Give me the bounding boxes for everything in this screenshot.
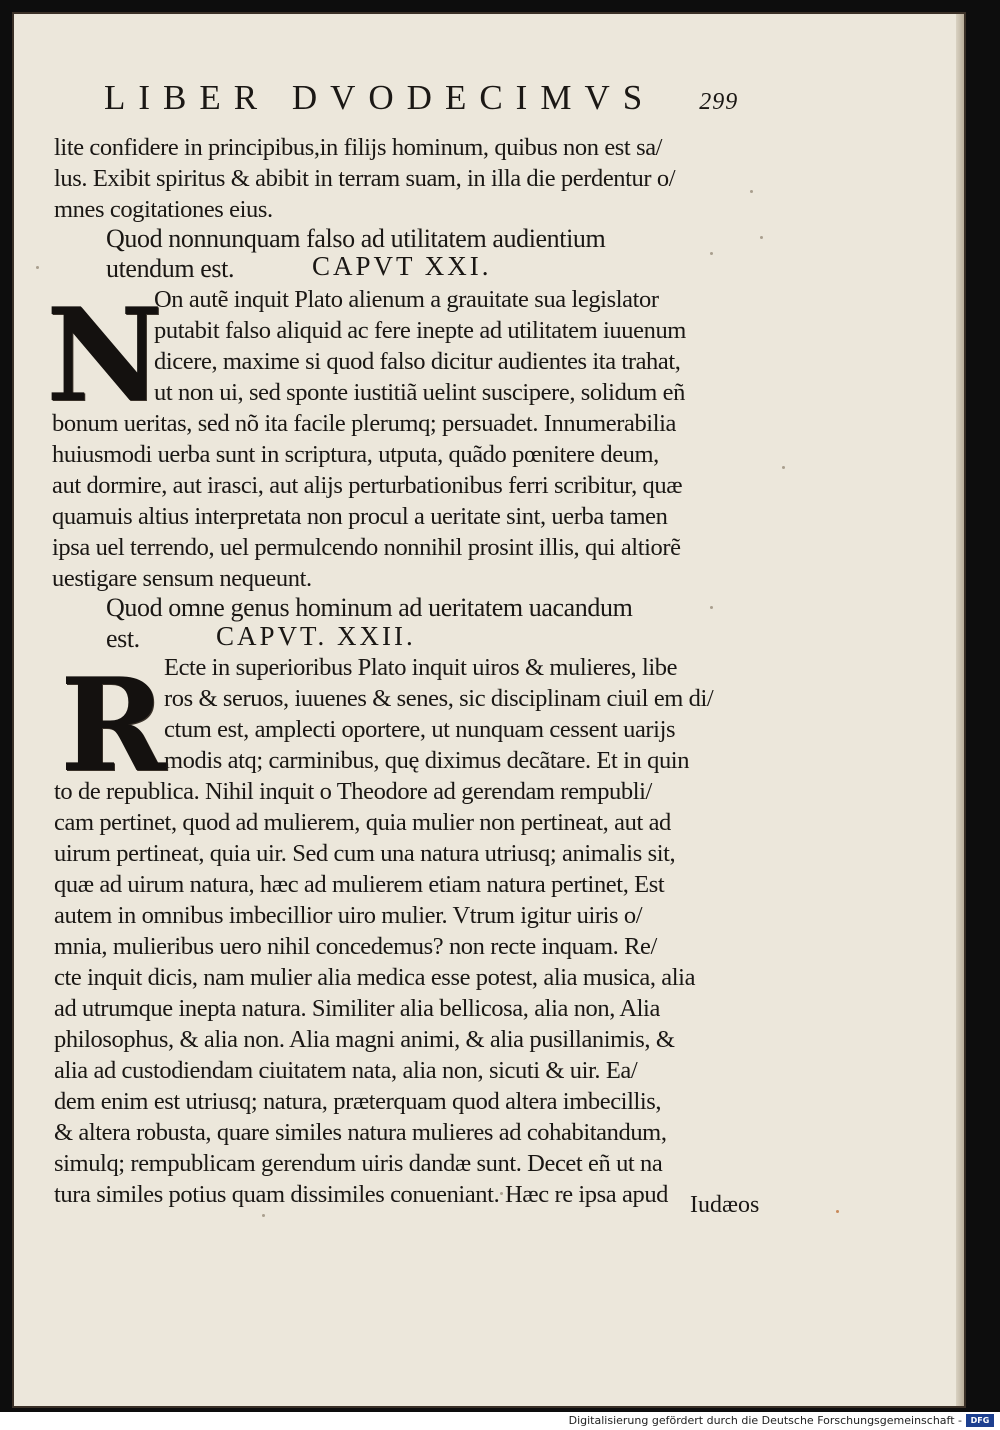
chapter-title: Quod omne genus hominum ad ueritatem uacandum: [106, 593, 633, 622]
book-page: [14, 14, 964, 1406]
text-line: aut dormire, aut irasci, aut alijs perturbationibus ferri scribitur, quæ: [52, 472, 683, 499]
decorated-initial-n: N: [46, 281, 163, 431]
text-line: putabit falso aliquid ac fere inepte ad utilitatem iuuenum: [154, 317, 686, 344]
text-line: Ecte in superioribus Plato inquit uiros & mulieres, libe: [164, 654, 678, 681]
text-line: mnia, mulieribus uero nihil concedemus? non recte inquam. Re/: [54, 933, 657, 960]
text-line: philosophus, & alia non. Alia magni animi, & alia pusillanimis, &: [54, 1026, 675, 1053]
text-line: ctum est, amplecti oportere, ut nunquam cessent uarijs: [164, 716, 676, 743]
text-line: to de republica. Nihil inquit o Theodore ad gerendam rempubli/: [54, 778, 652, 805]
text-line: dicere, maxime si quod falso dicitur audientes ita trahat,: [154, 348, 681, 375]
running-head: [104, 78, 904, 122]
text-line: uirum pertineat, quia uir. Sed cum una natura utriusq; animalis sit,: [54, 840, 676, 867]
text-line: mnes cogitationes eius.: [54, 196, 273, 223]
dfg-logo-icon: DFG: [966, 1414, 994, 1427]
text-line: alia ad custodiendam ciuitatem nata, alia non, sicuti & uir. Ea/: [54, 1057, 638, 1084]
text-line: ad utrumque inepta natura. Similiter alia bellicosa, alia non, Alia: [54, 995, 660, 1022]
text-line: & altera robusta, quare similes natura mulieres ad cohabitandum,: [54, 1119, 667, 1146]
text-line: ut non ui, sed sponte iustitiã uelint suscipere, solidum eñ: [154, 379, 685, 406]
text-line: ros & seruos, iuuenes & senes, sic disciplinam ciuil em di/: [164, 685, 714, 712]
text-line: bonum ueritas, sed nõ ita facile plerumq; persuadet. Innumerabilia: [52, 410, 676, 437]
text-line: ipsa uel terrendo, uel permulcendo nonnihil prosint illis, qui altiorẽ: [52, 534, 681, 561]
text-line: modis atq; carminibus, quę diximus decãtare. Et in quin: [164, 747, 690, 774]
text-line: cam pertinet, quod ad mulierem, quia mulier non pertineat, aut ad: [54, 809, 671, 836]
text-line: tura similes potius quam dissimiles conueniant. Hæc re ipsa apud: [54, 1181, 669, 1208]
text-line: quæ ad uirum natura, hæc ad mulierem etiam natura pertinet, Est: [54, 871, 665, 898]
text-line: cte inquit dicis, nam mulier alia medica esse potest, alia musica, alia: [54, 964, 696, 991]
text-line: uestigare sensum nequeunt.: [52, 565, 312, 592]
text-block: [14, 14, 964, 1406]
digitization-footer: [0, 1412, 1000, 1430]
running-title: LIBER DVODECIMVS: [104, 78, 656, 117]
chapter-number: CAPVT XXI.: [312, 251, 492, 281]
text-line: lite confidere in principibus,in filijs hominum, quibus non est sa/: [54, 134, 663, 161]
text-line: autem in omnibus imbecillior uiro mulier. Vtrum igitur uiris o/: [54, 902, 643, 929]
text-line: quamuis altius interpretata non procul a ueritate sint, uerba tamen: [52, 503, 668, 530]
text-line: simulq; rempublicam gerendum uiris dandæ sunt. Decet eñ ut na: [54, 1150, 663, 1177]
footer-credit: Digitalisierung gefördert durch die Deutsche Forschungsgemeinschaft -: [568, 1414, 962, 1427]
text-line: lus. Exibit spiritus & abibit in terram suam, in illa die perdentur o/: [54, 165, 676, 192]
text-line: dem enim est utriusq; natura, præterquam quod altera imbecillis,: [54, 1088, 662, 1115]
chapter-title: Quod nonnunquam falso ad utilitatem audientium: [106, 224, 606, 253]
text-line: On autẽ inquit Plato alienum a grauitate sua legislator: [154, 286, 659, 313]
decorated-initial-r: R: [60, 651, 167, 801]
chapter-number: CAPVT. XXII.: [216, 621, 416, 651]
chapter-title: est.: [106, 624, 140, 653]
text-line: huiusmodi uerba sunt in scriptura, utputa, quãdo pœnitere deum,: [52, 441, 659, 468]
catchword: Iudæos: [690, 1192, 760, 1218]
folio-number: 299: [699, 89, 739, 115]
chapter-title: utendum est.: [106, 254, 235, 283]
